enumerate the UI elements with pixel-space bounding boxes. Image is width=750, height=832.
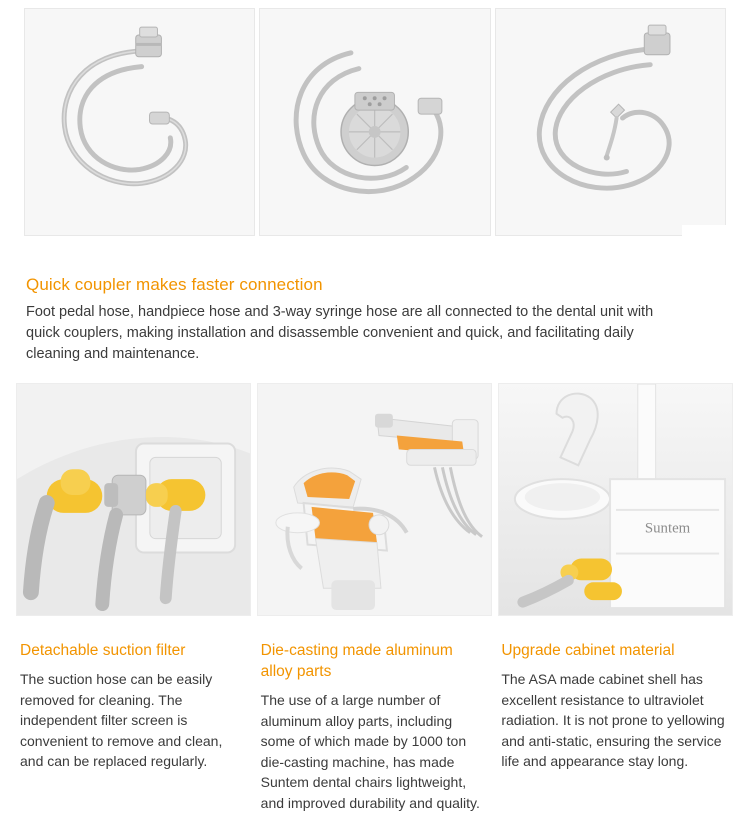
feature-title: Detachable suction filter [20, 642, 186, 659]
dental-chair-photo-card [257, 383, 492, 616]
feature-column-cabinet-material [501, 640, 734, 813]
feature-title: Die-casting made aluminum alloy parts [260, 642, 453, 680]
hose-card-foot-pedal [24, 8, 255, 236]
white-corner-notch [682, 225, 750, 375]
hose-coil-icon [25, 9, 254, 235]
quick-coupler-title: Quick coupler makes faster connection [26, 275, 323, 294]
feature-column-suction-filter [20, 640, 253, 813]
feature-image-row [16, 383, 734, 616]
cabinet-photo-card [498, 383, 733, 616]
suction-filter-photo-card [16, 383, 251, 616]
metal-coupler-icon [644, 25, 670, 55]
quick-coupler-section [26, 274, 666, 365]
hose-connector-icon [418, 98, 442, 114]
hose-tip-icon [150, 112, 170, 124]
cabinet-body-icon [610, 479, 725, 608]
feature-body: The use of a large number of aluminum alloy parts, including some of which made by 1000 ton die-casting machine, has made Suntem dental chairs lightweight, and improved durability and quality. [260, 692, 480, 811]
quick-coupler-body: Foot pedal hose, handpiece hose and 3-way syringe hose are all connected to the dental unit with quick couplers, making installation and disassemble convenient and quick, and facilitating daily cleaning and maintenance. [26, 304, 654, 362]
hose-card-syringe [495, 8, 726, 236]
feature-column-aluminum-alloy [261, 640, 494, 813]
hose-card-handpiece [259, 8, 490, 236]
hose-syringe-icon [496, 9, 725, 235]
feature-title: Upgrade cabinet material [501, 642, 675, 659]
feature-text-row [20, 640, 734, 813]
dental-chair-photo [258, 384, 491, 615]
hose-turbine-icon [260, 9, 489, 235]
metal-coupler-icon [136, 27, 162, 57]
feature-body: The ASA made cabinet shell has excellent resistance to ultraviolet radiation. It is not prone to yellowing and anti-static, ensuring the service life and appearance stay long. [501, 671, 725, 769]
cabinet-photo [499, 384, 732, 615]
hose-image-row [24, 8, 726, 236]
suction-filter-photo [17, 384, 250, 615]
brand-logo-text: Suntem [644, 520, 691, 537]
feature-body: The suction hose can be easily removed for cleaning. The independent filter screen is convenient to remove and clean, and can be replaced regularly. [20, 671, 223, 769]
